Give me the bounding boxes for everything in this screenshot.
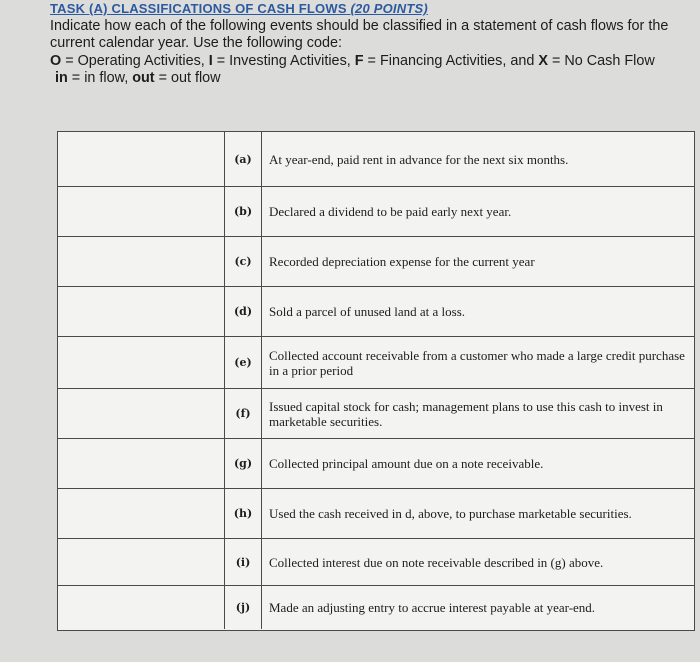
row-letter: (d) bbox=[225, 287, 262, 336]
code-legend: O = Operating Activities, I = Investing Activities, F = Financing Activities, and X = No Cash Flow bbox=[50, 52, 655, 69]
table-row bbox=[58, 132, 694, 186]
flow-legend: in = in flow, out = out flow bbox=[55, 70, 221, 86]
classification-table bbox=[57, 131, 695, 631]
table-row bbox=[58, 488, 694, 538]
row-letter: (j) bbox=[225, 586, 262, 629]
row-description: Collected principal amount due on a note receivable. bbox=[269, 456, 544, 471]
code-i: I bbox=[208, 52, 213, 69]
row-letter: (f) bbox=[225, 389, 262, 438]
points-label: (20 POINTS) bbox=[350, 1, 428, 16]
row-description: Collected interest due on note receivable described in (g) above. bbox=[269, 554, 604, 570]
table-row bbox=[58, 438, 694, 488]
answer-cell[interactable] bbox=[58, 237, 225, 286]
row-letter: (h) bbox=[225, 489, 262, 538]
answer-cell[interactable] bbox=[58, 187, 225, 236]
row-description: At year-end, paid rent in advance for the next six months. bbox=[269, 151, 569, 167]
code-f: F bbox=[354, 52, 364, 69]
row-letter: (e) bbox=[225, 337, 262, 388]
code-o: O bbox=[50, 52, 62, 69]
row-letter: (i) bbox=[225, 539, 262, 585]
table-row bbox=[58, 286, 694, 336]
row-description: Sold a parcel of unused land at a loss. bbox=[269, 304, 466, 319]
answer-cell[interactable] bbox=[58, 539, 225, 585]
answer-cell[interactable] bbox=[58, 439, 225, 488]
answer-cell[interactable] bbox=[58, 132, 225, 186]
instructions-header bbox=[50, 0, 690, 88]
row-description: Used the cash received in d, above, to purchase marketable securities. bbox=[269, 506, 632, 521]
answer-cell[interactable] bbox=[58, 287, 225, 336]
row-description: Made an adjusting entry to accrue interest payable at year-end. bbox=[269, 600, 596, 615]
table-row bbox=[58, 186, 694, 236]
row-description: Collected account receivable from a customer who made a large credit purchase in a prior period bbox=[269, 347, 685, 378]
row-description: Issued capital stock for cash; management plans to use this cash to invest in marketable securities. bbox=[269, 398, 663, 429]
row-letter: (b) bbox=[225, 187, 262, 236]
table-row bbox=[58, 538, 694, 585]
answer-cell[interactable] bbox=[58, 489, 225, 538]
table-row bbox=[58, 336, 694, 388]
task-title: TASK (A) CLASSIFICATIONS OF CASH FLOWS (20 POINTS) bbox=[50, 1, 428, 16]
row-letter: (c) bbox=[225, 237, 262, 286]
instruction-line-2: current calendar year. Use the following code: bbox=[50, 35, 342, 51]
table-row bbox=[58, 236, 694, 286]
code-in: in bbox=[55, 70, 68, 86]
row-description: Recorded depreciation expense for the current year bbox=[269, 254, 535, 269]
answer-cell[interactable] bbox=[58, 586, 225, 629]
row-letter: (g) bbox=[225, 439, 262, 488]
table-row bbox=[58, 585, 694, 629]
row-description: Declared a dividend to be paid early next year. bbox=[269, 204, 512, 219]
answer-cell[interactable] bbox=[58, 337, 225, 388]
table-row bbox=[58, 388, 694, 438]
code-x: X bbox=[538, 52, 548, 69]
answer-cell[interactable] bbox=[58, 389, 225, 438]
instruction-line-1: Indicate how each of the following events should be classified in a statement of cash flows for the bbox=[50, 17, 669, 34]
row-letter: (a) bbox=[225, 132, 262, 186]
code-out: out bbox=[132, 70, 155, 86]
